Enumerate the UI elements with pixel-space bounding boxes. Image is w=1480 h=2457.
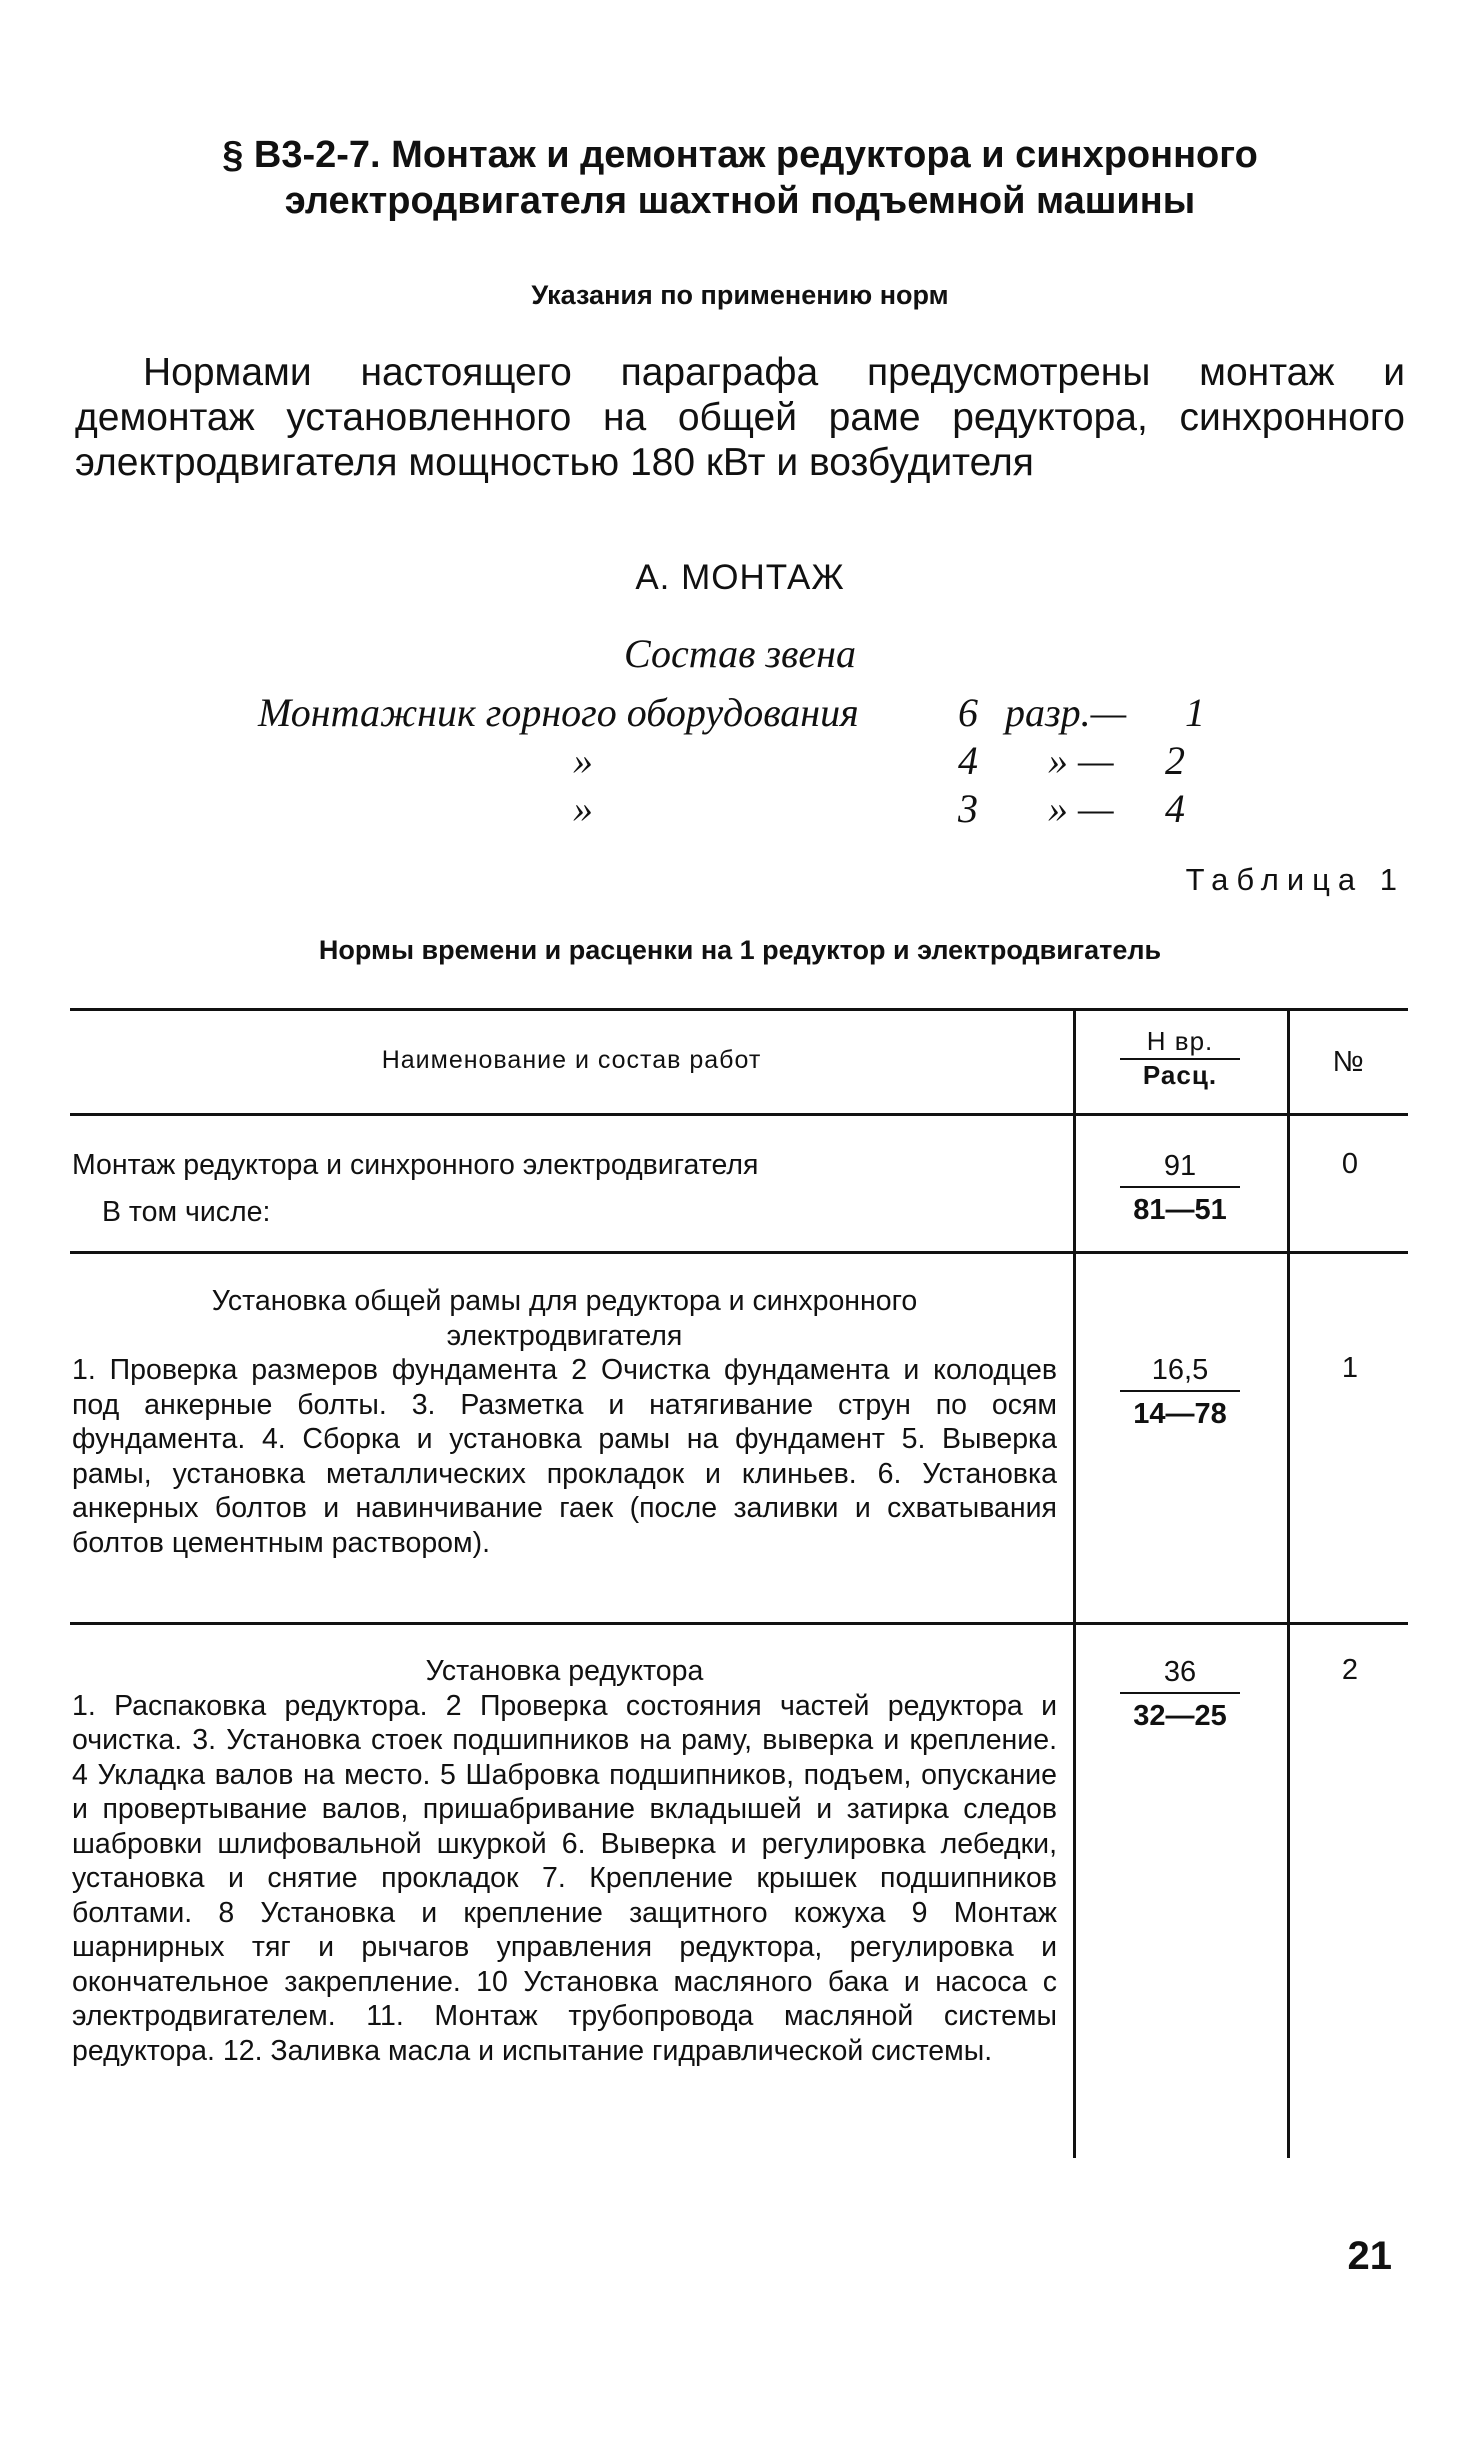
crew-grade: 6	[958, 690, 978, 735]
section-title-line-1: § В3-2-7. Монтаж и демонтаж редуктора и синхронного	[222, 134, 1258, 176]
usage-notes-heading: Указания по применению норм	[531, 280, 949, 310]
row-rate: 14—78	[1133, 1398, 1227, 1430]
section-heading: А. МОНТАЖ	[635, 558, 845, 597]
table-row-rule	[70, 1622, 1408, 1625]
table-row	[72, 1284, 1057, 1560]
section-title-line-2: электродвигателя шахтной подъемной машины	[284, 180, 1196, 222]
row-rate: 32—25	[1133, 1700, 1227, 1732]
row-norm: 91	[1120, 1148, 1240, 1188]
row-norm: 36	[1120, 1654, 1240, 1694]
crew-heading: Состав звена	[623, 631, 856, 676]
crew-row	[0, 786, 1480, 832]
row-norm-rate	[1110, 1148, 1250, 1228]
section-title	[0, 132, 1480, 224]
row-norm-rate	[1110, 1654, 1250, 1734]
row-norm-rate	[1110, 1352, 1250, 1432]
row-norm: 16,5	[1120, 1352, 1240, 1392]
table-row	[72, 1148, 1057, 1229]
table-caption: Нормы времени и расценки на 1 редуктор и электродвигатель	[318, 935, 1162, 965]
crew-profession: Монтажник горного оборудования	[258, 690, 859, 735]
header-number: №	[1332, 1046, 1365, 1078]
crew-grade-word: » —	[1048, 738, 1114, 783]
table-column-rule	[1287, 1008, 1290, 2158]
crew-count: 4	[1165, 786, 1185, 831]
table-header-rule	[70, 1113, 1408, 1116]
crew-grade-word: » —	[1048, 786, 1114, 831]
header-work: Наименование и состав работ	[381, 1046, 762, 1074]
intro-paragraph: Нормами настоящего параграфа предусмотрены монтаж и демонтаж установленного на общей раме редуктора, синхронного электродвигателя мощностью 180 кВт и возбудителя	[75, 351, 1405, 484]
crew-row	[0, 690, 1480, 736]
row-number: 2	[1341, 1654, 1359, 1686]
row-number: 1	[1341, 1352, 1359, 1384]
crew-profession: »	[573, 738, 593, 783]
table-column-rule	[1073, 1008, 1076, 2158]
table-top-rule	[70, 1008, 1408, 1011]
row-title: Установка редуктора	[425, 1655, 704, 1687]
header-rate: Расц.	[1142, 1060, 1218, 1090]
crew-grade: 3	[958, 786, 978, 831]
crew-count: 2	[1165, 738, 1185, 783]
table-label: Таблица 1	[1185, 862, 1405, 897]
crew-grade-word: разр.—	[1005, 690, 1127, 735]
row-number: 0	[1341, 1148, 1359, 1180]
header-norm-rate	[1110, 1026, 1250, 1090]
row-title: Установка общей рамы для редуктора и синхронного электродвигателя	[211, 1285, 918, 1352]
crew-row	[0, 738, 1480, 784]
page-number: 21	[1347, 2234, 1392, 2278]
table-row	[72, 1654, 1057, 2068]
table-row-rule	[70, 1251, 1408, 1254]
header-norm: Н вр.	[1120, 1026, 1240, 1060]
row-title: Монтаж редуктора и синхронного электродвигателя	[72, 1149, 759, 1181]
row-body: 1. Проверка размеров фундамента 2 Очистка фундамента и колодцев под анкерные болты. 3. Разметка и натягивание струн по осям фундамента. 4. Сборка и установка рамы на фундамент 5. Выверка рамы, установка металлических прокладок и клиньев. 6. Установка анкерных болтов и навинчивание гаек (после заливки и схватывания болтов цементным раствором).	[72, 1354, 1057, 1559]
row-subtitle: В том числе:	[102, 1195, 271, 1228]
crew-profession: »	[573, 786, 593, 831]
crew-count: 1	[1185, 690, 1205, 735]
crew-grade: 4	[958, 738, 978, 783]
row-body: 1. Распаковка редуктора. 2 Проверка состояния частей редуктора и очистка. 3. Установка стоек подшипников на раму, выверка и крепление. 4 Укладка валов на место. 5 Шабровка подшипников, подъем, опускание и провертывание валов, пришабривание вкладышей и затирка следов шабровки шлифовальной шкуркой 6. Выверка и регулировка лебедки, установка и снятие прокладок 7. Крепление крышек подшипников болтами. 8 Установка и крепление защитного кожуха 9 Монтаж шарнирных тяг и рычагов управления редуктора, регулировка и окончательное закрепление. 10 Установка масляного бака и насоса с электродвигателем. 11. Монтаж трубопровода масляной системы редуктора. 12. Заливка масла и испытание гидравлической системы.	[72, 1689, 1057, 2067]
row-rate: 81—51	[1133, 1194, 1227, 1226]
